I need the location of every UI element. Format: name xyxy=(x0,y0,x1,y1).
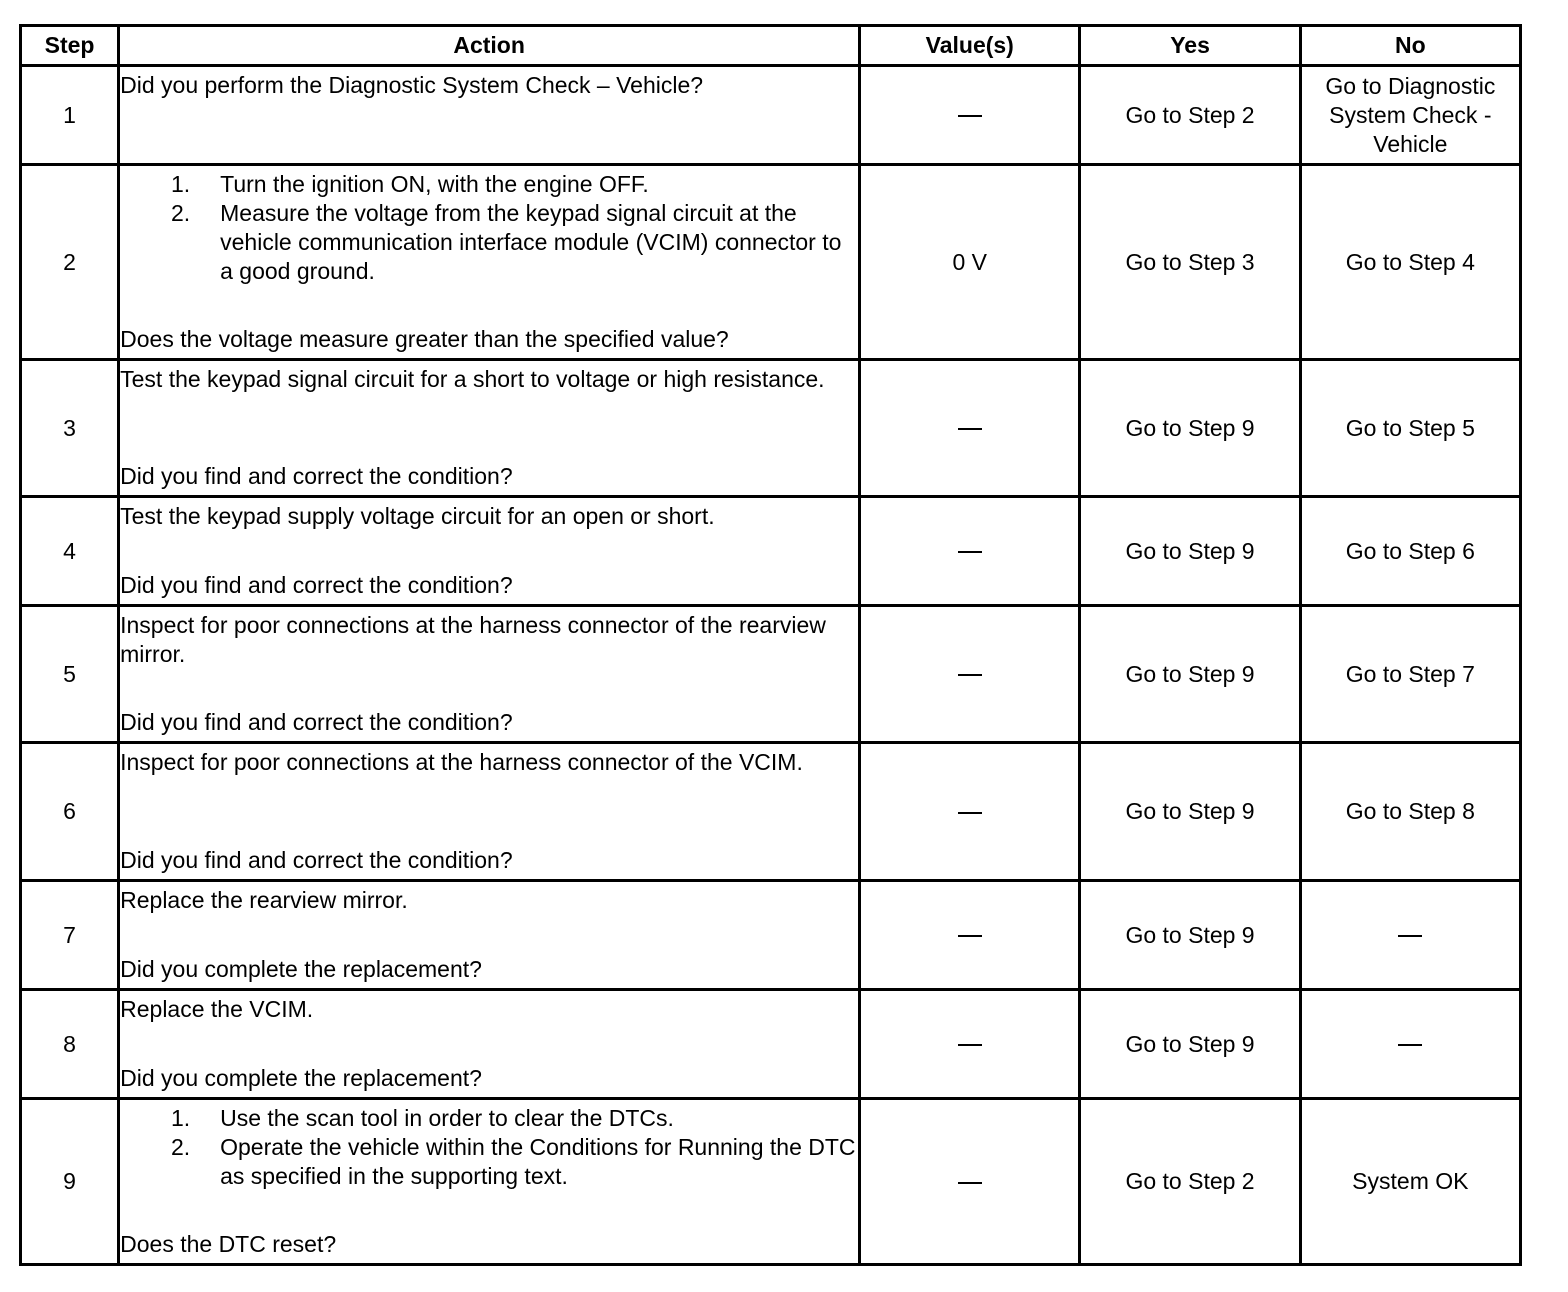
no-text: Go to Step 4 xyxy=(1345,248,1475,275)
value-cell xyxy=(860,743,1080,881)
table-row xyxy=(21,66,1521,165)
action-cell xyxy=(119,1099,860,1265)
action-list-item xyxy=(120,1104,858,1133)
table-row xyxy=(21,606,1521,743)
header-values: Value(s) xyxy=(860,26,1080,66)
value-text: 0 V xyxy=(952,248,988,275)
table-row xyxy=(21,165,1521,360)
no-text: Go to Step 5 xyxy=(1345,414,1475,441)
action-question: Did you find and correct the condition? xyxy=(120,572,513,598)
table-body xyxy=(21,66,1521,1265)
value-text-dash xyxy=(958,812,982,814)
list-text: Turn the ignition ON, with the engine OFF. xyxy=(220,171,649,197)
no-text: Go to Step 8 xyxy=(1345,798,1475,824)
action-content xyxy=(120,611,858,737)
header-row xyxy=(21,26,1521,66)
action-question: Did you complete the replacement? xyxy=(120,956,482,982)
step-number: 7 xyxy=(21,881,119,990)
action-cell xyxy=(119,360,860,497)
action-instructions xyxy=(120,1104,858,1191)
list-text: Operate the vehicle within the Conditions for Running the DTC as specified in the supporting text. xyxy=(220,1134,856,1189)
action-cell xyxy=(119,881,860,990)
header-yes: Yes xyxy=(1080,26,1300,66)
no-cell xyxy=(1300,497,1520,606)
step-number: 1 xyxy=(21,66,119,165)
no-cell xyxy=(1300,990,1520,1099)
action-list-item xyxy=(120,199,858,286)
yes-text: Go to Step 9 xyxy=(1125,798,1255,824)
step-number: 5 xyxy=(21,606,119,743)
action-content xyxy=(120,502,858,600)
value-cell xyxy=(860,881,1080,990)
yes-cell xyxy=(1080,66,1300,165)
yes-cell xyxy=(1080,165,1300,360)
action-content xyxy=(120,170,858,354)
header-action: Action xyxy=(119,26,860,66)
yes-text: Go to Step 9 xyxy=(1125,1030,1255,1057)
table-row xyxy=(21,497,1521,606)
action-list xyxy=(120,1104,858,1191)
yes-cell xyxy=(1080,881,1300,990)
table-row xyxy=(21,1099,1521,1265)
action-instructions xyxy=(120,502,858,531)
action-cell xyxy=(119,66,860,165)
list-text: Use the scan tool in order to clear the DTCs. xyxy=(220,1105,674,1131)
action-content xyxy=(120,995,858,1093)
action-instructions xyxy=(120,886,858,915)
yes-cell xyxy=(1080,743,1300,881)
no-cell xyxy=(1300,360,1520,497)
table-row xyxy=(21,990,1521,1099)
action-cell xyxy=(119,606,860,743)
value-cell xyxy=(860,66,1080,165)
header-no: No xyxy=(1300,26,1520,66)
value-cell xyxy=(860,606,1080,743)
action-intro: Test the keypad signal circuit for a short to voltage or high resistance. xyxy=(120,366,825,392)
yes-text: Go to Step 9 xyxy=(1125,660,1255,687)
value-cell xyxy=(860,990,1080,1099)
action-cell xyxy=(119,165,860,360)
step-number: 8 xyxy=(21,990,119,1099)
action-intro: Replace the VCIM. xyxy=(120,996,314,1022)
no-cell xyxy=(1300,165,1520,360)
step-number: 6 xyxy=(21,743,119,881)
header-step: Step xyxy=(21,26,119,66)
table-row xyxy=(21,881,1521,990)
action-list xyxy=(120,170,858,286)
action-question: Did you find and correct the condition? xyxy=(120,463,513,489)
value-text-dash xyxy=(958,428,982,430)
value-text-dash xyxy=(958,674,982,676)
no-text: Go to Step 6 xyxy=(1345,537,1475,564)
no-cell xyxy=(1300,881,1520,990)
value-cell xyxy=(860,360,1080,497)
action-instructions xyxy=(120,995,858,1024)
action-content xyxy=(120,365,858,491)
yes-cell xyxy=(1080,990,1300,1099)
action-content xyxy=(120,748,858,875)
no-cell xyxy=(1300,743,1520,881)
action-instructions xyxy=(120,748,858,777)
action-question: Did you find and correct the condition? xyxy=(120,847,513,873)
action-question: Did you find and correct the condition? xyxy=(120,709,513,735)
action-instructions xyxy=(120,365,858,394)
list-number: 1. xyxy=(170,1105,191,1131)
action-question: Did you complete the replacement? xyxy=(120,1065,482,1091)
yes-cell xyxy=(1080,360,1300,497)
value-cell xyxy=(860,1099,1080,1265)
action-cell xyxy=(119,743,860,881)
value-text-dash xyxy=(958,1182,982,1184)
action-intro: Did you perform the Diagnostic System Check – Vehicle? xyxy=(120,72,704,98)
no-cell xyxy=(1300,66,1520,165)
action-intro: Inspect for poor connections at the harness connector of the VCIM. xyxy=(120,749,803,775)
no-cell xyxy=(1300,1099,1520,1265)
yes-cell xyxy=(1080,497,1300,606)
value-text-dash xyxy=(958,115,982,117)
value-text-dash xyxy=(958,935,982,937)
yes-text: Go to Step 2 xyxy=(1125,1168,1255,1194)
step-number: 3 xyxy=(21,360,119,497)
action-instructions xyxy=(120,170,858,286)
step-number: 2 xyxy=(21,165,119,360)
list-number: 2. xyxy=(170,1134,191,1160)
no-text-dash xyxy=(1398,1044,1422,1046)
diagnostic-table xyxy=(19,24,1522,1266)
value-text-dash xyxy=(958,1044,982,1046)
action-intro: Inspect for poor connections at the harness connector of the rearview mirror. xyxy=(120,612,826,667)
action-cell xyxy=(119,497,860,606)
action-list-item xyxy=(120,170,858,199)
table-row xyxy=(21,360,1521,497)
action-intro: Test the keypad supply voltage circuit for an open or short. xyxy=(120,503,715,529)
yes-cell xyxy=(1080,1099,1300,1265)
table-row xyxy=(21,743,1521,881)
action-cell xyxy=(119,990,860,1099)
list-number: 1. xyxy=(170,171,191,197)
yes-text: Go to Step 9 xyxy=(1125,414,1255,441)
value-text-dash xyxy=(958,551,982,553)
list-text: Measure the voltage from the keypad signal circuit at the vehicle communication interface module (VCIM) connector to a good ground. xyxy=(220,200,842,284)
list-number: 2. xyxy=(170,200,191,226)
no-text: Go to Diagnostic System Check - Vehicle xyxy=(1325,72,1496,157)
action-question: Does the voltage measure greater than the specified value? xyxy=(120,326,729,352)
yes-text: Go to Step 2 xyxy=(1125,101,1255,128)
action-content xyxy=(120,71,858,159)
yes-cell xyxy=(1080,606,1300,743)
value-cell xyxy=(860,497,1080,606)
action-instructions xyxy=(120,611,858,669)
action-instructions xyxy=(120,71,858,100)
action-content xyxy=(120,1104,858,1259)
no-text-dash xyxy=(1398,935,1422,937)
no-cell xyxy=(1300,606,1520,743)
step-number: 9 xyxy=(21,1099,119,1265)
step-number: 4 xyxy=(21,497,119,606)
yes-text: Go to Step 9 xyxy=(1125,921,1255,948)
action-question: Does the DTC reset? xyxy=(120,1231,337,1257)
yes-text: Go to Step 9 xyxy=(1125,537,1255,564)
action-list-item xyxy=(120,1133,858,1191)
no-text: System OK xyxy=(1352,1168,1469,1194)
action-intro: Replace the rearview mirror. xyxy=(120,887,408,913)
action-content xyxy=(120,886,858,984)
yes-text: Go to Step 3 xyxy=(1125,248,1255,275)
value-cell xyxy=(860,165,1080,360)
no-text: Go to Step 7 xyxy=(1345,660,1475,687)
